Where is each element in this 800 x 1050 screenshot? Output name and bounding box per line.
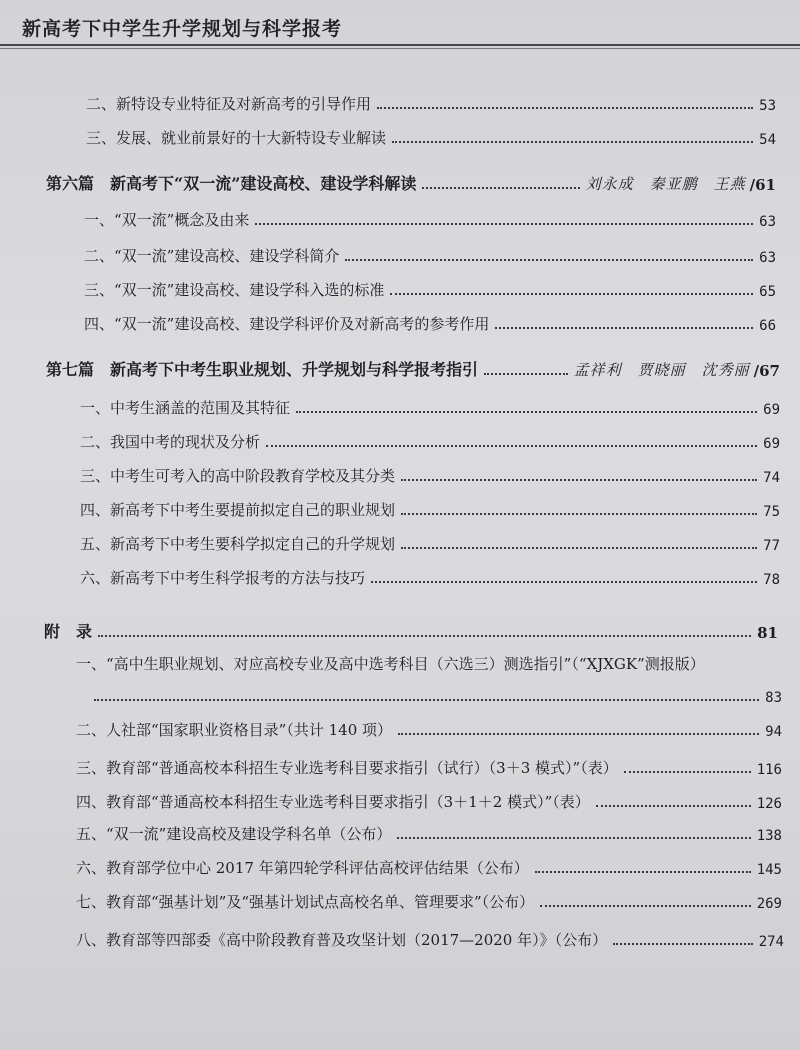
toc-entry-page: 94: [765, 724, 782, 740]
toc-entry: [86, 92, 776, 114]
toc-entry: [76, 790, 782, 812]
toc-entry-page: 63: [759, 250, 776, 266]
dot-leader: [422, 187, 579, 189]
toc-appendix-heading: [44, 620, 778, 642]
toc-entry-title: 三、发展、就业前景好的十大新特设专业解读: [86, 129, 387, 147]
toc-entry-page: 269: [756, 896, 782, 912]
toc-entry-title: 一、“高中生职业规划、对应高校专业及高中选考科目（六选三）测选指引”（“XJXGK”测报版）: [76, 655, 705, 673]
toc-entry: [80, 430, 780, 452]
appendix-title: 附 录: [44, 622, 93, 641]
toc-entry-continuation: [94, 686, 782, 706]
dot-leader: [296, 411, 757, 413]
toc-entry: [84, 312, 776, 334]
dot-leader: [397, 837, 750, 839]
toc-entry-page: 138: [756, 828, 782, 844]
running-header: 新高考下中学生升学规划与科学报考: [22, 18, 343, 40]
toc-entry-title: 一、中考生涵盖的范围及其特征: [80, 399, 291, 417]
toc-entry: [80, 532, 780, 554]
toc-entry-title: 七、教育部“强基计划”及“强基计划试点高校名单、管理要求”（公布）: [76, 893, 535, 911]
toc-entry-page: 54: [759, 132, 776, 148]
toc-entry-page: 274: [758, 934, 784, 950]
dot-leader: [624, 771, 751, 773]
toc-entry-page: 65: [759, 284, 776, 300]
toc-entry-page: 75: [763, 504, 780, 520]
toc-entry: [84, 244, 776, 266]
toc-entry-page: 69: [763, 402, 780, 418]
dot-leader: [98, 635, 751, 637]
toc-entry-title: 一、“双一流”概念及由来: [84, 211, 250, 229]
toc-entry: [80, 566, 780, 588]
dot-leader: [377, 107, 753, 109]
toc-part-heading: [46, 358, 780, 380]
dot-leader: [495, 327, 753, 329]
toc-entry: [86, 126, 776, 148]
dot-leader: [392, 141, 753, 143]
toc-entry-title: 四、新高考下中考生要提前拟定自己的职业规划: [80, 501, 396, 519]
toc-entry: [84, 278, 776, 300]
dot-leader: [535, 871, 751, 873]
dot-leader: [401, 479, 757, 481]
dot-leader: [255, 223, 753, 225]
toc-entry-title: 三、“双一流”建设高校、建设学科入选的标准: [84, 281, 385, 299]
part-title: 第六篇 新高考下“双一流”建设高校、建设学科解读: [46, 174, 417, 193]
toc-entry: [76, 718, 782, 740]
toc-entry: [76, 928, 784, 950]
toc-entry-page: 78: [763, 572, 780, 588]
toc-entry-title: 五、“双一流”建设高校及建设学科名单（公布）: [76, 825, 392, 843]
part-page: /61: [749, 176, 776, 194]
toc-entry-page: 116: [756, 762, 782, 778]
appendix-page: 81: [757, 624, 778, 642]
toc-entry: [76, 856, 782, 878]
toc-entry-title: 八、教育部等四部委《高中阶段教育普及攻坚计划（2017—2020 年）》（公布）: [76, 931, 608, 949]
toc-entry-page: 77: [763, 538, 780, 554]
dot-leader: [345, 259, 753, 261]
toc-entry-title: 二、人社部“国家职业资格目录”（共计 140 项）: [76, 721, 393, 739]
toc-entry-title: 三、教育部“普通高校本科招生专业选考科目要求指引（试行）（3＋3 模式）”（表）: [76, 759, 618, 777]
toc-entry: [76, 652, 788, 674]
dot-leader: [390, 293, 753, 295]
toc-entry-page: 145: [756, 862, 782, 878]
toc-entry-title: 二、新特设专业特征及对新高考的引导作用: [86, 95, 372, 113]
part-authors: 刘永成 秦亚鹏 王燕: [585, 175, 746, 193]
dot-leader: [540, 905, 751, 907]
dot-leader: [398, 733, 759, 735]
toc-entry: [76, 822, 782, 844]
dot-leader: [484, 373, 568, 375]
dot-leader: [371, 581, 757, 583]
part-title: 第七篇 新高考下中考生职业规划、升学规划与科学报考指引: [46, 360, 479, 379]
toc-entry: [80, 396, 780, 418]
toc-entry-title: 三、中考生可考入的高中阶段教育学校及其分类: [80, 467, 396, 485]
dot-leader: [596, 805, 751, 807]
toc-entry-title: 六、教育部学位中心 2017 年第四轮学科评估高校评估结果（公布）: [76, 859, 529, 877]
toc-entry-title: 四、“双一流”建设高校、建设学科评价及对新高考的参考作用: [84, 315, 490, 333]
dot-leader: [613, 943, 753, 945]
toc-entry-title: 四、教育部“普通高校本科招生专业选考科目要求指引（3＋1＋2 模式）”（表）: [76, 793, 590, 811]
toc-entry: [80, 464, 780, 486]
toc-entry: [80, 498, 780, 520]
toc-entry: [76, 890, 782, 912]
toc-entry-title: 五、新高考下中考生要科学拟定自己的升学规划: [80, 535, 396, 553]
toc-entry-page: 74: [763, 470, 780, 486]
toc-part-heading: [46, 172, 776, 194]
toc-entry-page: 69: [763, 436, 780, 452]
toc-entry-title: 二、“双一流”建设高校、建设学科简介: [84, 247, 340, 265]
header-rule-thin: [0, 48, 800, 49]
toc-entry-page: 83: [765, 690, 782, 706]
toc-entry-page: 53: [759, 98, 776, 114]
toc-entry-page: 126: [756, 796, 782, 812]
dot-leader: [266, 445, 757, 447]
toc-entry: [76, 756, 782, 778]
dot-leader: [94, 699, 759, 701]
toc-entry: [84, 208, 776, 230]
dot-leader: [401, 513, 757, 515]
header-rule: [0, 44, 800, 46]
toc-entry-page: 63: [759, 214, 776, 230]
toc-entry-title: 六、新高考下中考生科学报考的方法与技巧: [80, 569, 366, 587]
toc-entry-page: 66: [759, 318, 776, 334]
part-page: /67: [753, 362, 780, 380]
dot-leader: [401, 547, 757, 549]
part-authors: 孟祥利 贾晓丽 沈秀丽: [573, 361, 750, 379]
toc-entry-title: 二、我国中考的现状及分析: [80, 433, 261, 451]
